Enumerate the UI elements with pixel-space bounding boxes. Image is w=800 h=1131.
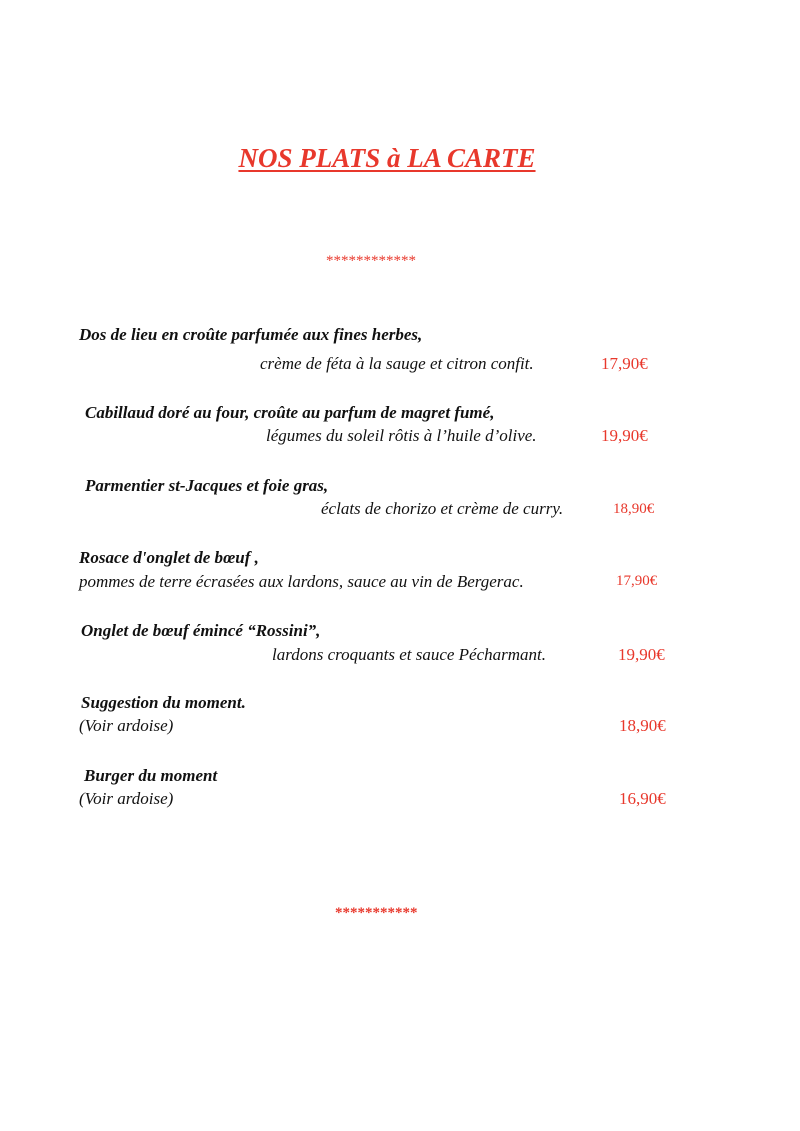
dish-description: (Voir ardoise) (79, 789, 174, 808)
page-title: NOS PLATS à LA CARTE (238, 143, 536, 173)
dish-name: Rosace d'onglet de bœuf , (79, 548, 259, 567)
dish-description: lardons croquants et sauce Pécharmant. (272, 645, 547, 664)
dish-price: 18,90€ (613, 501, 655, 517)
dish-price: 18,90€ (619, 716, 666, 735)
dish-description: crème de féta à la sauge et citron confit. (260, 354, 534, 373)
dish-price: 19,90€ (618, 645, 665, 664)
dish-name: Onglet de bœuf émincé “Rossini”, (81, 621, 321, 640)
dish-description: éclats de chorizo et crème de curry. (321, 499, 564, 518)
dish-name: Cabillaud doré au four, croûte au parfum de magret fumé, (85, 403, 495, 422)
dish-price: 16,90€ (619, 789, 666, 808)
dish-name: Suggestion du moment. (81, 693, 246, 712)
dish-name: Burger du moment (84, 766, 218, 785)
top-separator: ************ (326, 253, 416, 269)
dish-name: Parmentier st-Jacques et foie gras, (85, 476, 329, 495)
dish-description: (Voir ardoise) (79, 716, 174, 735)
bottom-separator: *********** (335, 905, 418, 921)
dish-name: Dos de lieu en croûte parfumée aux fines herbes, (79, 325, 423, 344)
dish-price: 17,90€ (616, 573, 658, 589)
dish-description: pommes de terre écrasées aux lardons, sauce au vin de Bergerac. (79, 572, 524, 591)
dish-description: légumes du soleil rôtis à l’huile d’olive. (266, 426, 537, 445)
dish-price: 17,90€ (601, 354, 648, 373)
dish-price: 19,90€ (601, 426, 648, 445)
